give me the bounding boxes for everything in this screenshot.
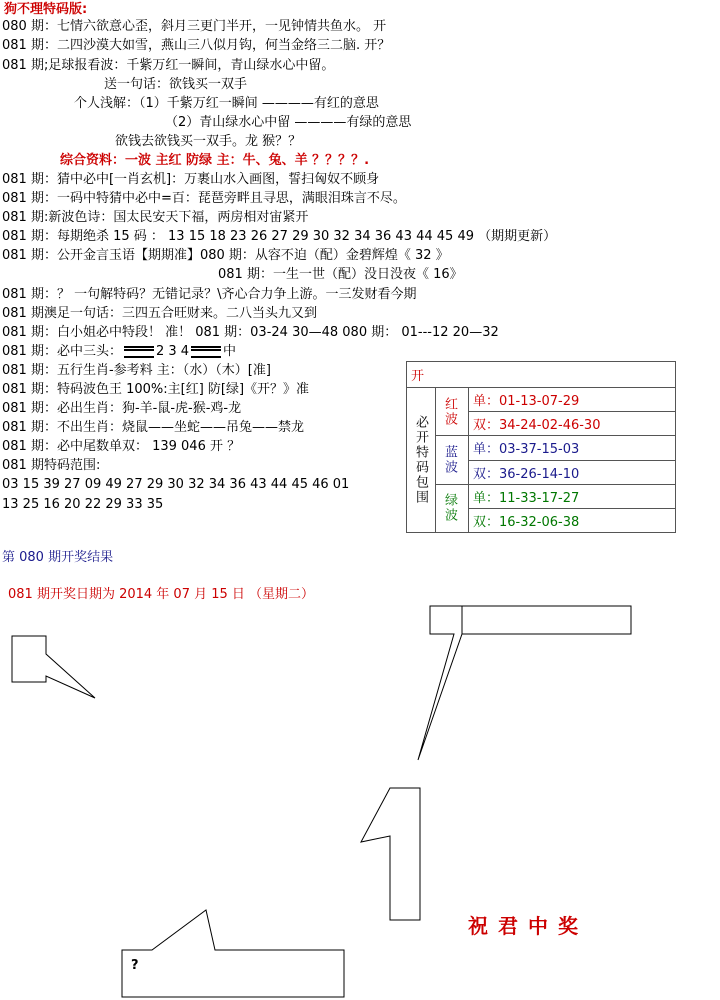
draw-date: 081 期开奖日期为 2014 年 07 月 15 日 （星期二） [8,587,315,602]
text-line: 081 期特码范围: [2,458,101,473]
bars-icon [191,346,221,358]
question-bubble-shape [122,910,344,997]
text-line: 081 期：特码波色王 100%:主[红] 防[绿]《开？》准 [2,382,310,397]
text-line: 081 期：五行生肖-参考料 主：（水）（木）[准] [2,363,271,378]
three-heads-prefix: 081 期：必中三头： [2,344,122,359]
table-cell: 单：03-37-15-03 [469,436,676,460]
text-line: 081 期：白小姐必中特段！ 准！ 081 期：03-24 30—48 080 期： 01---12 20—32 [2,325,499,340]
wave-red: 红波 [436,388,469,436]
table-cell: 单：01-13-07-29 [469,388,676,412]
digit-seven-shape [418,606,631,760]
number-range: 03 15 39 27 09 49 27 29 30 32 34 36 43 44 45 46 01 [2,477,350,492]
congrats-text: 祝君中奖 [468,914,588,938]
text-line: 欲钱去欲钱买一双手。龙 猴？？ [115,134,302,149]
text-line: 081 期:新波色诗：国太民安天下福，两房相对宙紧开 [2,210,309,225]
text-line: （2）青山绿水心中留 ————有绿的意思 [165,115,412,130]
text-line: 081 期：必中尾数单双： 139 046 开 ？ [2,439,241,454]
table-head: 开 [407,362,676,388]
lottery-result-drawing [0,600,720,1000]
text-line: 081 期：公开金言玉语【期期准】080 期：从容不迫（配）金碧辉煌《 32 》 [2,248,449,263]
text-line: 081 期：一生一世（配）没日没夜《 16》 [218,267,463,282]
digit-one-shape [361,788,420,920]
result-title: 第 080 期开奖结果 [2,550,114,565]
text-line: 送一句话：欲钱买一双手 [104,77,248,92]
text-line: 081 期：每期绝杀 15 码 ： 13 15 18 23 26 27 29 30 32 34 36 43 44 45 49 （期期更新） [2,229,557,244]
wave-green: 绿波 [436,484,469,532]
side-label-cell [407,388,436,533]
question-mark: ? [131,958,139,973]
three-heads-line [2,344,236,360]
summary-line: 综合资料：一波 主红 防绿 主：牛、兔、羊 ？？？？. [60,153,370,168]
text-line: 081 期：二四沙漠大如雪，燕山三八似月钩，何当金络三二脑. 开？ [2,38,391,53]
three-heads-digits: 2 3 4 [155,344,190,359]
bars-icon [124,346,154,358]
text-line: 081 期：必出生肖：狗-羊-鼠-虎-猴-鸡-龙 [2,401,242,416]
text-line: 081 期：一码中特猜中必中=百：琵琶旁畔且寻思，满眼泪珠言不尽。 [2,191,406,206]
side-label: 必开特码包围 [413,415,428,506]
text-line: 081 期：？ 一句解特码？无错记录？\齐心合力争上游。一三发财看今期 [2,287,417,302]
three-heads-suffix: 中 [223,344,237,359]
text-line: 081 期澳足一句话：三四五合旺财来。二八当头九又到 [2,306,317,321]
speech-bubble-shape [12,636,95,698]
table-cell: 双：36-26-14-10 [469,460,676,484]
number-range: 13 25 16 20 22 29 33 35 [2,497,164,512]
table-cell: 双：34-24-02-46-30 [469,412,676,436]
wave-table [406,361,676,533]
table-cell: 双：16-32-06-38 [469,508,676,532]
text-line: 081 期：猜中必中[一肖玄机]：万裹山水入画图，誓扫匈奴不顾身 [2,172,380,187]
wave-blue: 蓝波 [436,436,469,484]
text-line: 081 期：不出生肖：烧鼠——坐蛇——吊兔——禁龙 [2,420,304,435]
text-line: 081 期;足球报看波：千紫万红一瞬间，青山绿水心中留。 [2,58,335,73]
text-line: 080 期：七情六欲意心歪，斜月三更门半开，一见钟情共鱼水。 开 [2,19,387,34]
table-cell: 单：11-33-17-27 [469,484,676,508]
text-line: 个人浅解：（1）千紫万红一瞬间 ————有红的意思 [74,96,379,111]
page-title: 狗不理特码版: [4,2,88,17]
